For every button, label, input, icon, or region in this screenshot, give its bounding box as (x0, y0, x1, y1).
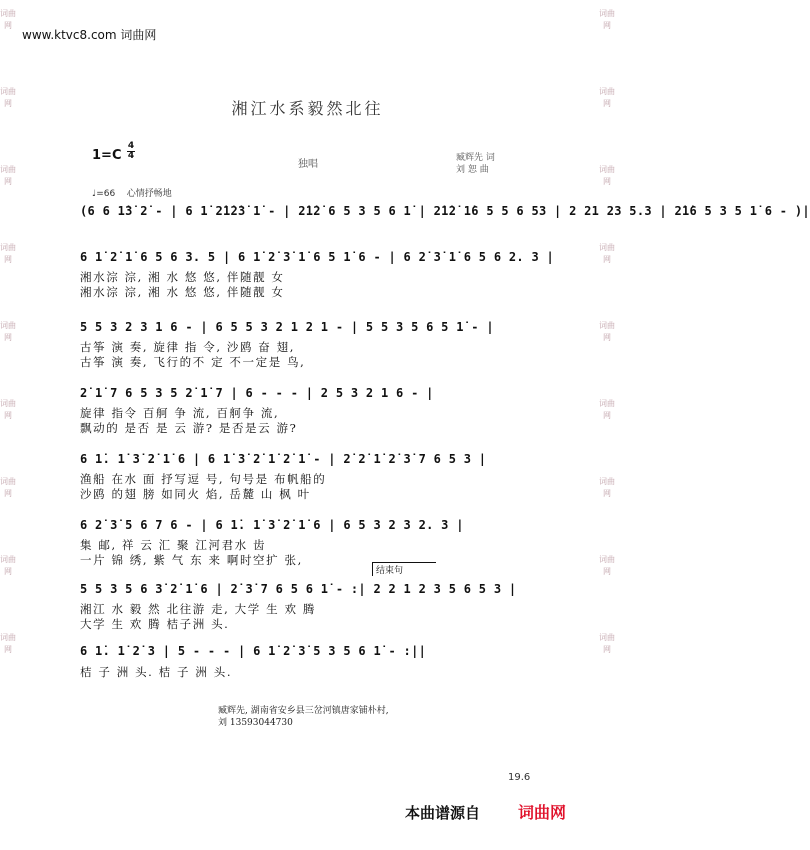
score-row-notes: 6 2̇ 3̇ 5 6 7 6 - | 6 1̇. 1̇ 3̇ 2̇ 1̇ 6 | 6 5 3 2 3 2. 3 | (80, 518, 464, 532)
expression-mark: 心情抒畅地 (126, 189, 172, 199)
lyric-verse-1: 湘水淙 淙, 湘 水 悠 悠, 伴随靓 女 (80, 270, 285, 284)
performance-type: 独唱 (298, 159, 318, 170)
lyric-verse-1: 古筝 演 奏, 旋律 指 令, 沙鸥 奋 翅, (80, 340, 296, 354)
lyric-verse-2: 湘水淙 淙, 湘 水 悠 悠, 伴随靓 女 (80, 285, 285, 299)
score-row-notes: 2̇ 1̇ 7 6 5 3 5 2̇ 1̇ 7 | 6 - - - | 2 5 3 2 1 6 - | (80, 386, 434, 400)
score-row-notes: 5 5 3 2 3 1 6 - | 6 5 5 3 2 1 2 1 - | 5 5 3 5 6 5 1̇ - | (80, 320, 494, 334)
credits (456, 152, 495, 176)
author-phone: 刘 13593044730 (218, 718, 293, 728)
lyric-verse-1: 湘江 水 毅 然 北往游 走, 大学 生 欢 腾 (80, 602, 316, 616)
score-row-notes: 5 5 3 5 6 3̇ 2̇ 1̇ 6 | 2̇ 3̇ 7 6 5 6 1̇ - :| 2 2 1 2 3 5 6 5 3 | (80, 582, 517, 596)
site-header[interactable]: www.ktvc8.com 词曲网 (22, 28, 157, 42)
lyric-verse-2: 古筝 演 奏, 飞行的不 定 不一定是 鸟, (80, 355, 306, 369)
score-row-intro: (6 6 1̇3̇ 2̇ - | 6 1̇ 2̇1̇2̇3̇ 1̇ - | 2̇1̇2̇ 6 5 3 5 6 1̇ | 2̇1̇2̇ 1̇6 5 5 6 53 | 2 21 23 5.3 | 2̇1̇6 5 3 5 1̇ 6 - )| (80, 204, 810, 218)
tempo-marking (92, 186, 172, 199)
watermark-strip-left: 词曲网 词曲网 词曲网 词曲网 词曲网 词曲网 词曲网 词曲网 词曲网 (0, 9, 16, 654)
lyric-verse-1: 集 邮, 祥 云 汇 聚 江河君水 齿 (80, 538, 267, 552)
author-address: 臧辉先, 湖南省安乡县三岔河镇唐家铺朴村, (218, 706, 389, 716)
score-row-notes: 6 1̇. 1̇ 2̇ 3 | 5 - - - | 6 1̇ 2̇ 3̇ 5 3 5 6 1̇ - :|| (80, 644, 427, 658)
lyricist: 臧辉先 词 (456, 153, 495, 163)
lyric-verse-2: 沙鸥 的翅 膀 如同火 焰, 岳麓 山 枫 叶 (80, 487, 311, 501)
tempo-value: ♩=66 (92, 189, 116, 199)
page-number: 19.6 (508, 772, 531, 783)
key-signature: 1=C (92, 148, 122, 163)
lyric-verse-1: 旋律 指令 百舸 争 流, 百舸争 流, (80, 406, 280, 420)
meter-bottom: 4 (127, 151, 135, 161)
song-title: 湘江水系毅然北往 (231, 99, 384, 118)
meter-top: 4 (127, 141, 135, 151)
coda-label: 结束句 (372, 562, 436, 576)
lyric-verse-2: 大学 生 欢 腾 桔子洲 头. (80, 617, 230, 631)
lyric-verse-2: 一片 锦 绣, 紫 气 东 来 啊时空扩 张, (80, 553, 303, 567)
source-label: 本曲谱源自 (405, 804, 481, 822)
watermark-strip-right: 词曲网 词曲网 词曲网 词曲网 词曲网 词曲网 词曲网 词曲网 词曲网 (599, 9, 615, 654)
score-row-notes: 6 1̇. 1̇ 3̇ 2̇ 1̇ 6 | 6 1̇ 3̇ 2̇ 1̇ 2̇ 1̇ - | 2̇ 2̇ 1̇ 2̇ 3̇ 7 6 5 3 | (80, 452, 487, 466)
site-logo[interactable]: 词曲网 (518, 803, 567, 822)
lyric-verse-2: 飘动的 是否 是 云 游? 是否是云 游? (80, 421, 298, 435)
time-signature (127, 142, 135, 161)
lyric-verse-1: 渔船 在水 面 抒写逗 号, 句号是 布帆船的 (80, 472, 327, 486)
lyric-verse-1: 桔 子 洲 头. 桔 子 洲 头. (80, 665, 233, 679)
score-row-notes: 6 1̇ 2̇ 1̇ 6 5 6 3. 5 | 6 1̇ 2̇ 3̇ 1̇ 6 5 1̇ 6 - | 6 2̇ 3̇ 1̇ 6 5 6 2. 3 | (80, 250, 555, 264)
composer: 刘 恕 曲 (456, 165, 489, 175)
author-contact (218, 705, 389, 729)
